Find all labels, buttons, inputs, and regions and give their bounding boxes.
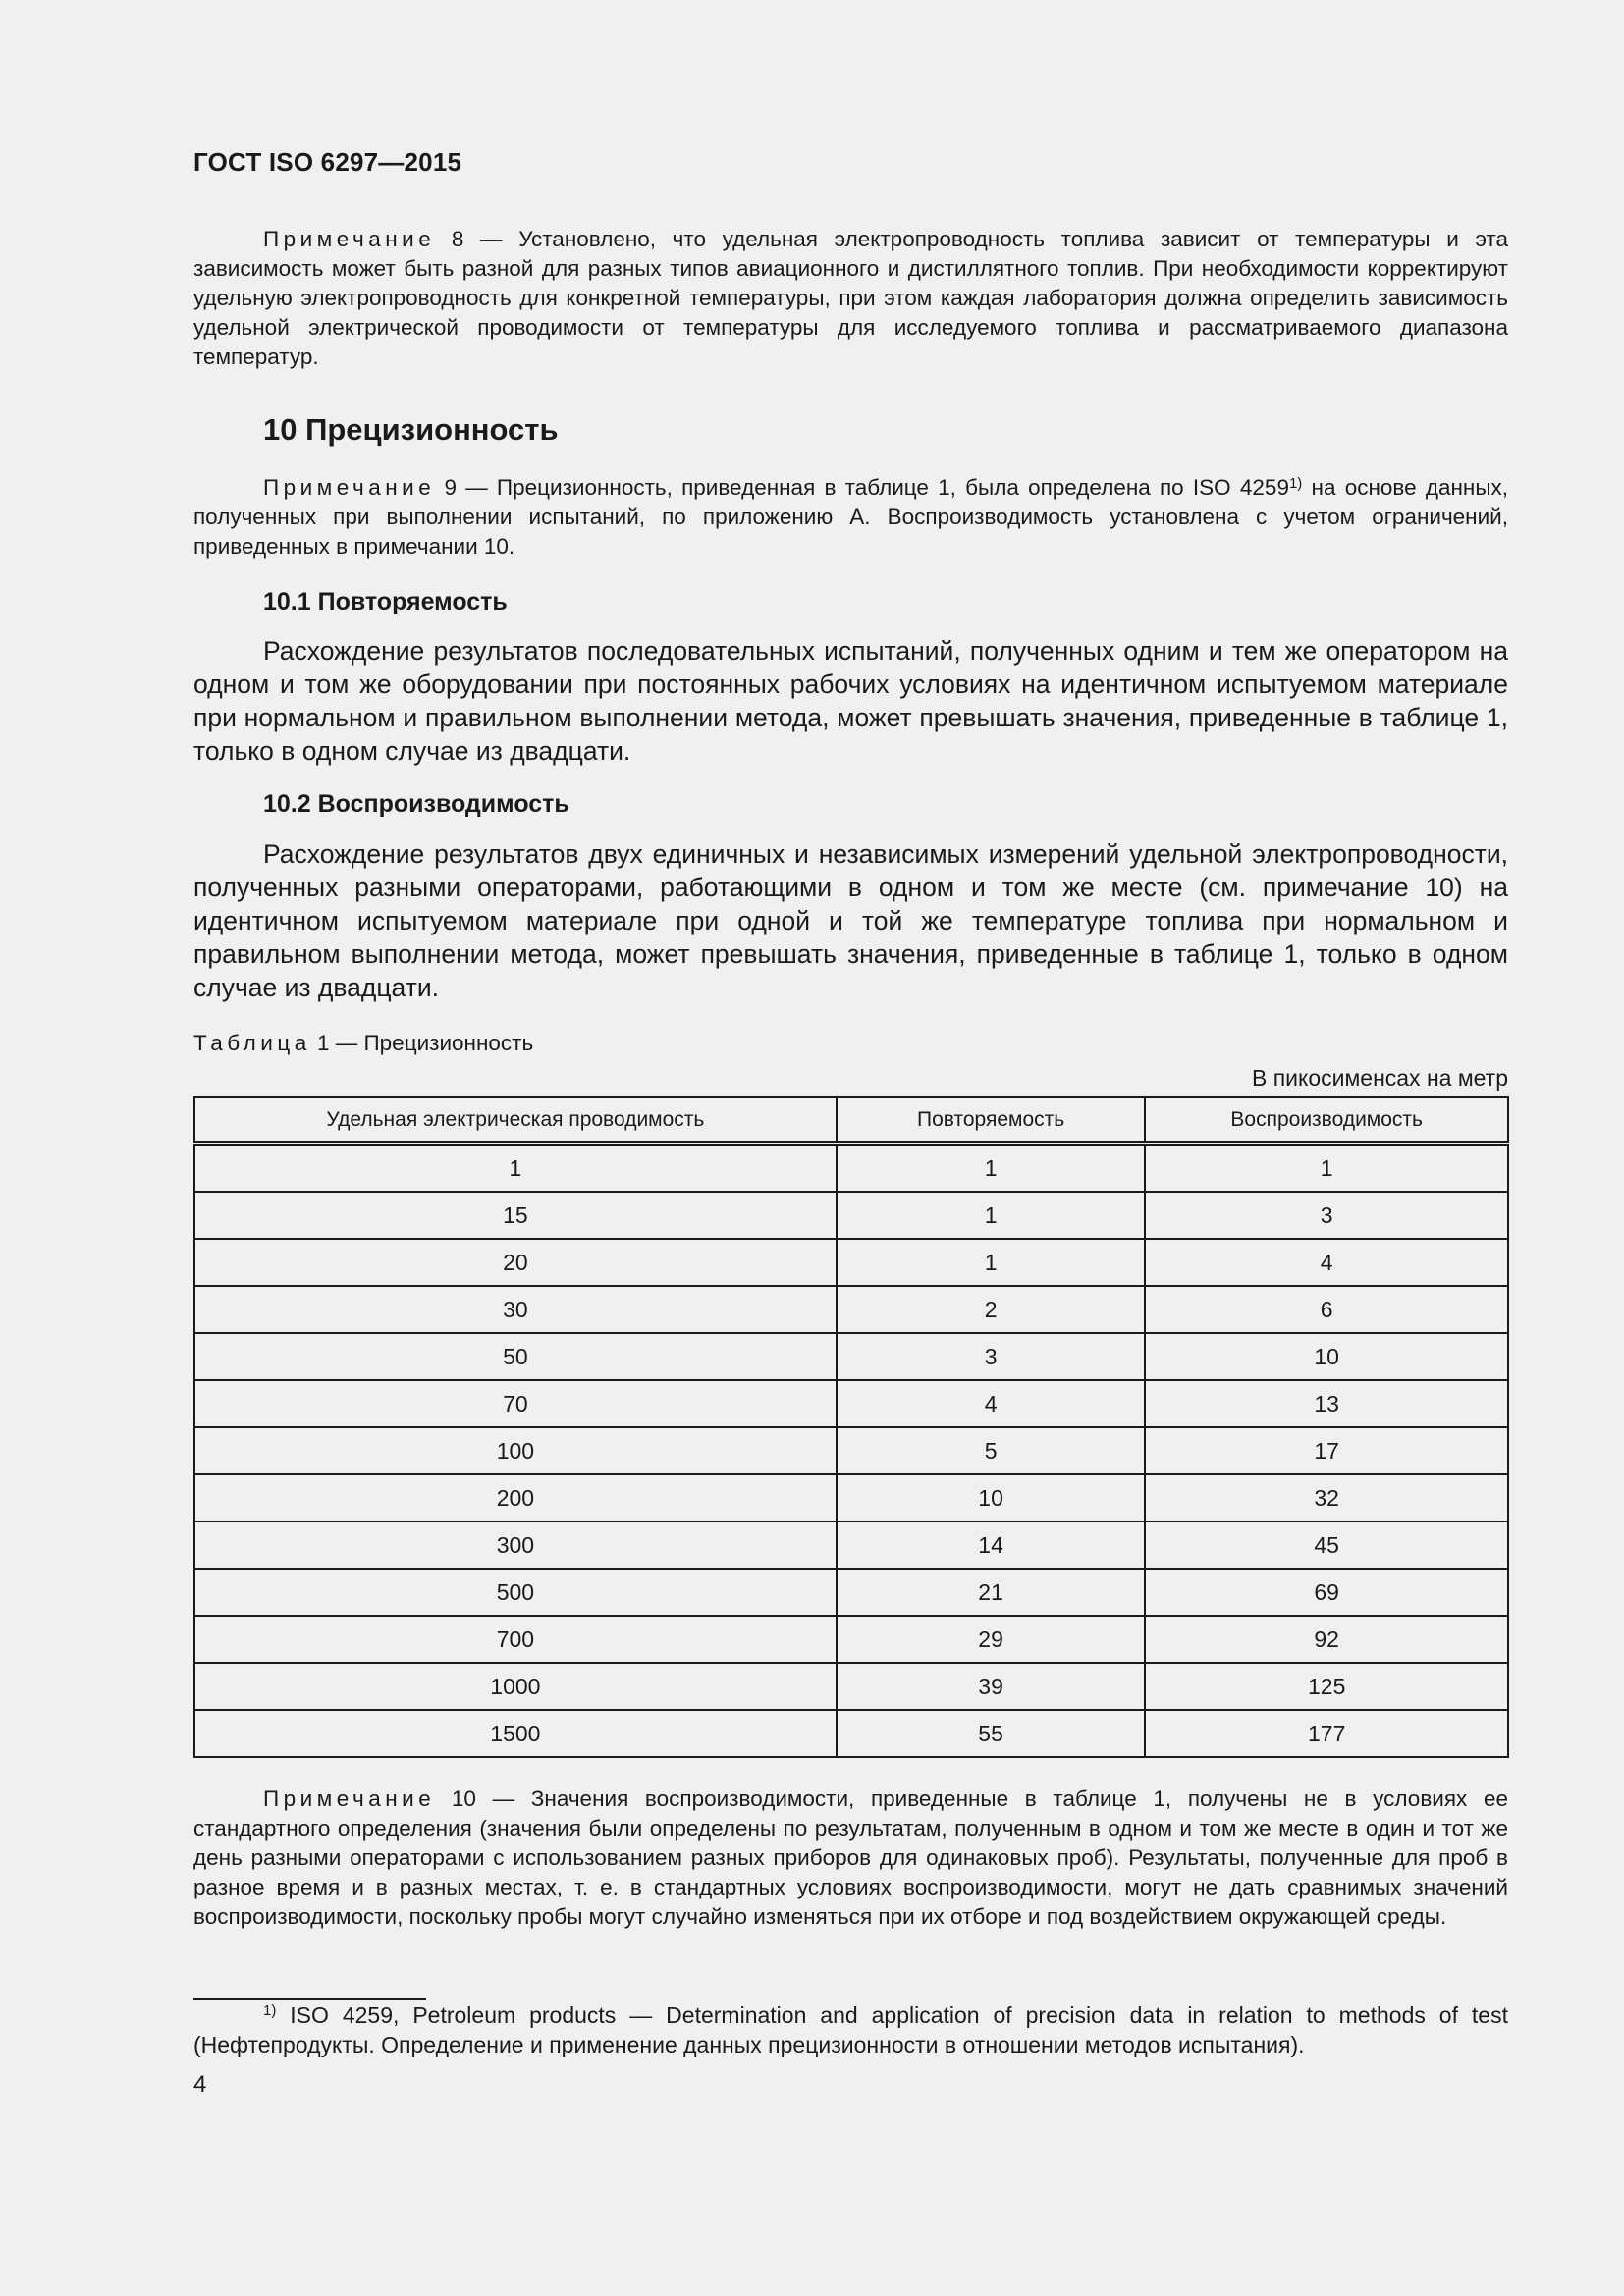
section-10-2-heading: 10.2 Воспроизводимость [263, 790, 569, 818]
table-row [194, 1522, 1508, 1569]
document-header: ГОСТ ISO 6297—2015 [193, 147, 462, 177]
precision-table [193, 1096, 1509, 1758]
section-10-1-text: Расхождение результатов последовательных испытаний, полученных одним и тем же оператором на одном и том же оборудовании при постоянных рабочих условиях на идентичном испытуемом материале при нормальном и правильном выполнении метода, может превышать значения, приведенные в таблице 1, только в одном случае из двадцати. [193, 636, 1508, 766]
note-10 [193, 1785, 1508, 1932]
cell-conductivity: 1 [194, 1144, 837, 1193]
footnote-divider [193, 1998, 426, 2000]
note-9-footnote-ref: 1) [1288, 475, 1303, 492]
cell-conductivity: 100 [194, 1427, 837, 1474]
table-row [194, 1192, 1508, 1239]
table-row [194, 1380, 1508, 1427]
note-9-text-before: 9 — Прецизионность, приведенная в таблице 1, была определена по ISO 4259 [435, 475, 1289, 500]
note-8-label: Примечание [263, 227, 436, 251]
cell-conductivity: 500 [194, 1569, 837, 1616]
cell-conductivity: 20 [194, 1239, 837, 1286]
cell-repeatability: 14 [837, 1522, 1146, 1569]
cell-reproducibility: 3 [1145, 1192, 1508, 1239]
cell-conductivity: 700 [194, 1616, 837, 1663]
table-row [194, 1474, 1508, 1522]
cell-reproducibility: 125 [1145, 1663, 1508, 1710]
cell-conductivity: 50 [194, 1333, 837, 1380]
note-10-text: 10 — Значения воспроизводимости, приведенные в таблице 1, получены не в условиях ее стандартного определения (значения были определены по результатам, полученным в одном и том же месте в один и тот же день разными операторами с использованием разных приборов для одинаковых проб). Результаты, полученные для проб в разное время и в разных местах, т. е. в стандартных условиях воспроизводимости, могут не дать сравнимых значений воспроизводимости, поскольку пробы могут случайно изменяться при их отборе и под воздействием окружающей среды. [193, 1787, 1508, 1929]
table-header-row [194, 1097, 1508, 1144]
cell-repeatability: 2 [837, 1286, 1146, 1333]
table-row [194, 1569, 1508, 1616]
cell-conductivity: 30 [194, 1286, 837, 1333]
cell-repeatability: 3 [837, 1333, 1146, 1380]
cell-reproducibility: 4 [1145, 1239, 1508, 1286]
cell-repeatability: 55 [837, 1710, 1146, 1757]
note-10-label: Примечание [263, 1787, 436, 1811]
cell-repeatability: 10 [837, 1474, 1146, 1522]
note-9-text-after: на основе данных, полученных при выполнении испытаний, по приложению А. Воспроизводимость установлена с учетом ограничений, приведенных в примечании 10. [193, 475, 1509, 559]
cell-reproducibility: 45 [1145, 1522, 1508, 1569]
note-9 [193, 473, 1508, 561]
cell-conductivity: 300 [194, 1522, 837, 1569]
cell-repeatability: 5 [837, 1427, 1146, 1474]
footnote [193, 2001, 1508, 2059]
column-header-repeatability: Повторяемость [837, 1097, 1146, 1144]
cell-reproducibility: 17 [1145, 1427, 1508, 1474]
cell-repeatability: 39 [837, 1663, 1146, 1710]
footnote-text: ISO 4259, Petroleum products — Determination and application of precision data in relation to methods of test (Нефтепродукты. Определение и применение данных прецизионности в отношении методов испытания). [193, 2002, 1508, 2057]
cell-reproducibility: 32 [1145, 1474, 1508, 1522]
cell-conductivity: 15 [194, 1192, 837, 1239]
cell-repeatability: 1 [837, 1239, 1146, 1286]
table-row [194, 1710, 1508, 1757]
cell-repeatability: 1 [837, 1192, 1146, 1239]
cell-reproducibility: 13 [1145, 1380, 1508, 1427]
column-header-reproducibility: Воспроизводимость [1145, 1097, 1508, 1144]
table-row [194, 1144, 1508, 1193]
table-row [194, 1286, 1508, 1333]
table-row [194, 1427, 1508, 1474]
section-10-2-text: Расхождение результатов двух единичных и независимых измерений удельной электропроводности, полученных разными операторами, работающими в одном и том же месте (см. примечание 10) на идентичном испытуемом материале при одной и той же температуре топлива при нормальном и правильном выполнении метода, может превышать значения, приведенные в таблице 1, только в одном случае из двадцати. [193, 839, 1508, 1002]
cell-reproducibility: 10 [1145, 1333, 1508, 1380]
cell-conductivity: 70 [194, 1380, 837, 1427]
cell-reproducibility: 69 [1145, 1569, 1508, 1616]
footnote-marker: 1) [263, 2002, 277, 2019]
section-10-1-heading: 10.1 Повторяемость [263, 588, 508, 615]
note-9-label: Примечание [263, 475, 436, 500]
cell-reproducibility: 6 [1145, 1286, 1508, 1333]
table-1-caption-text: 1 — Прецизионность [310, 1031, 534, 1055]
cell-reproducibility: 177 [1145, 1710, 1508, 1757]
table-1-caption [193, 1031, 533, 1056]
table-row [194, 1663, 1508, 1710]
column-header-conductivity: Удельная электрическая проводимость [194, 1097, 837, 1144]
cell-reproducibility: 92 [1145, 1616, 1508, 1663]
table-row [194, 1239, 1508, 1286]
note-8-text: 8 — Установлено, что удельная электропроводность топлива зависит от температуры и эта зависимость может быть разной для разных типов авиационного и дистиллятного топлив. При необходимости корректируют удельную электропроводность для конкретной температуры, при этом каждая лаборатория должна определить зависимость удельной электрической проводимости от температуры для исследуемого топлива и рассматриваемого диапазона температур. [193, 227, 1508, 369]
cell-repeatability: 21 [837, 1569, 1146, 1616]
table-1-caption-label: Таблица [193, 1031, 311, 1055]
table-row [194, 1616, 1508, 1663]
table-1-units: В пикосименсах на метр [1251, 1065, 1508, 1091]
page-number: 4 [193, 2071, 207, 2098]
table-row [194, 1333, 1508, 1380]
cell-conductivity: 1500 [194, 1710, 837, 1757]
cell-conductivity: 200 [194, 1474, 837, 1522]
cell-repeatability: 4 [837, 1380, 1146, 1427]
section-10-heading: 10 Прецизионность [263, 412, 559, 447]
cell-conductivity: 1000 [194, 1663, 837, 1710]
cell-repeatability: 29 [837, 1616, 1146, 1663]
cell-reproducibility: 1 [1145, 1144, 1508, 1193]
cell-repeatability: 1 [837, 1144, 1146, 1193]
note-8 [193, 225, 1508, 372]
